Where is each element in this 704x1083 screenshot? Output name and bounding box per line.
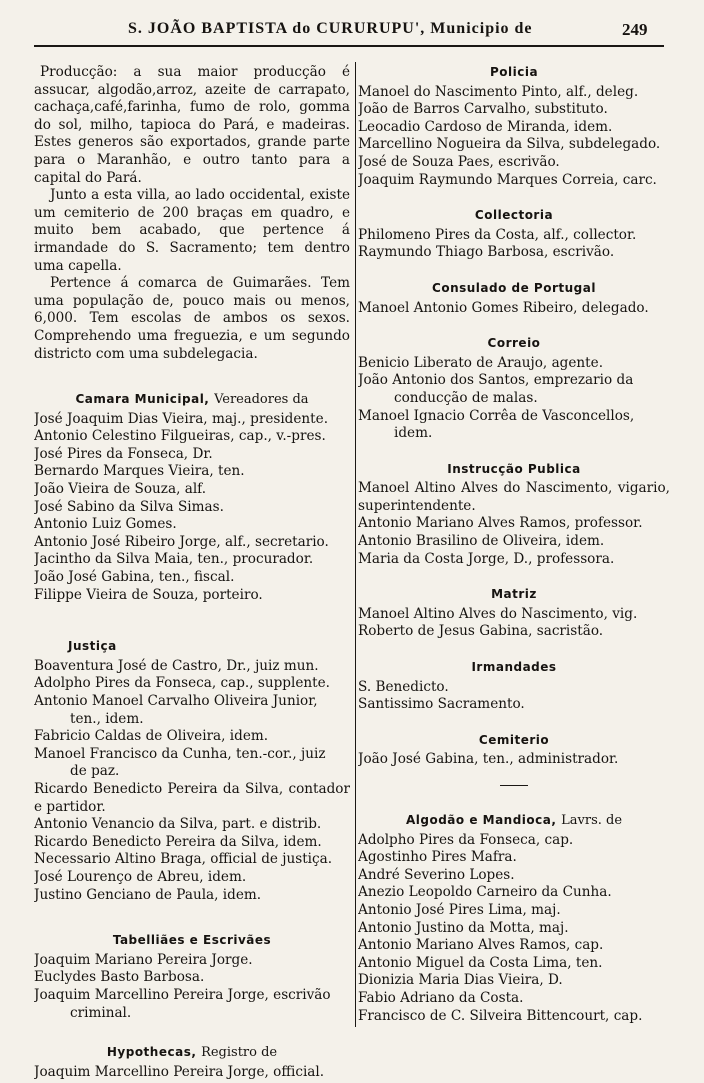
list-item: Ricardo Benedicto Pereira da Silva, contador e partidor. xyxy=(34,780,350,815)
list-item: Antonio Celestino Filgueiras, cap., v.-pres. xyxy=(34,428,326,445)
list-item: Agostinho Pires Mafra. xyxy=(358,849,517,866)
list-item: Antonio Mariano Alves Ramos, professor. xyxy=(358,515,643,532)
header-rule xyxy=(34,45,664,47)
list-item: João José Gabina, ten., fiscal. xyxy=(34,569,235,586)
list-item: Joaquim Mariano Pereira Jorge. xyxy=(34,951,253,968)
list-item: Fabio Adriano da Costa. xyxy=(358,989,524,1006)
list-item: idem. xyxy=(394,425,433,442)
section-consulado xyxy=(358,280,670,317)
section-irmandades xyxy=(358,659,670,714)
section-camara xyxy=(34,391,350,604)
list-item: Joaquim Marcellino Pereira Jorge, escrivão xyxy=(34,986,331,1003)
list-item: Fabricio Caldas de Oliveira, idem. xyxy=(34,728,269,745)
section-instruccao xyxy=(358,461,670,569)
section-title: Instrucção Publica xyxy=(447,461,581,476)
list-item: Manoel Francisco da Cunha, ten.-cor., juiz xyxy=(34,745,326,762)
list-item: Anezio Leopoldo Carneiro da Cunha. xyxy=(358,884,612,901)
page-header xyxy=(0,14,704,44)
page-number: 249 xyxy=(622,20,648,39)
section-algodao xyxy=(358,812,670,1025)
list-item: de paz. xyxy=(70,763,120,780)
list-item: Antonio Manoel Carvalho Oliveira Junior, xyxy=(34,693,318,709)
list-item: Marcellino Nogueira da Silva, subdelegado. xyxy=(358,136,661,153)
list-item: João José Gabina, ten., administrador. xyxy=(358,751,619,768)
list-item: José Lourenço de Abreu, idem. xyxy=(34,868,247,885)
list-item: Jacintho da Silva Maia, ten., procurador. xyxy=(34,551,314,568)
section-title: Hypothecas, Registro de xyxy=(106,1045,278,1061)
list-item: Antonio José Pires Lima, maj. xyxy=(358,901,561,918)
list-item: Leocadio Cardoso de Miranda, idem. xyxy=(358,118,613,135)
section-title: Policia xyxy=(489,65,539,79)
list-item: Joaquim Raymundo Marques Correia, carc. xyxy=(358,171,657,188)
section-collectoria xyxy=(358,207,670,262)
section-title: Correio xyxy=(487,336,541,351)
list-item: Raymundo Thiago Barbosa, escrivão. xyxy=(358,244,615,261)
list-item: Philomeno Pires da Costa, alf., collector. xyxy=(358,226,637,243)
list-item: S. Benedicto. xyxy=(358,678,449,695)
section-title: Camara Municipal, Vereadores da xyxy=(75,392,309,408)
list-item: Francisco de C. Silveira Bittencourt, cap. xyxy=(358,1007,643,1024)
paragraph-comarca: Pertence á comarca de Guimarães. Tem uma população de, pouco mais ou menos, 6,000. Tem escolas de ambos os sexos. Comprehendo uma freguezia, e um segundo districto com uma subdelegacia. xyxy=(34,275,350,362)
list-item: Antonio José Ribeiro Jorge, alf., secretario. xyxy=(34,533,329,550)
column-divider xyxy=(355,62,356,1027)
list-item: Manoel Altino Alves do Nascimento, vig. xyxy=(358,605,638,622)
list-item: Antonio Brasilino de Oliveira, idem. xyxy=(358,533,605,550)
section-cemiterio xyxy=(358,732,670,786)
list-item: Joaquim Marcellino Pereira Jorge, official. xyxy=(34,1063,325,1080)
section-policia xyxy=(358,64,670,189)
list-item: Maria da Costa Jorge, D., professora. xyxy=(358,550,615,567)
list-item: José Pires da Fonseca, Dr. xyxy=(34,445,213,462)
separator-dash xyxy=(500,785,528,786)
section-matriz xyxy=(358,586,670,641)
intro-text xyxy=(34,64,350,363)
list-item: Antonio Justino da Motta, maj. xyxy=(358,919,569,936)
list-item: Filippe Vieira de Souza, porteiro. xyxy=(34,586,263,603)
list-item: Antonio Miguel da Costa Lima, ten. xyxy=(358,954,603,971)
list-item: Justino Genciano de Paula, idem. xyxy=(34,886,262,903)
list-item: João de Barros Carvalho, substituto. xyxy=(358,101,608,118)
list-item: João Antonio dos Santos, emprezario da xyxy=(358,372,634,389)
section-hypothecas xyxy=(34,1044,350,1081)
list-item: Dionizia Maria Dias Vieira, D. xyxy=(358,972,563,989)
section-correio xyxy=(358,335,670,443)
list-item: Adolpho Pires da Fonseca, cap. xyxy=(358,831,574,848)
list-item: ten., idem. xyxy=(70,710,144,727)
left-column xyxy=(34,64,350,1081)
list-item: André Severino Lopes. xyxy=(358,866,515,883)
list-item: Manoel Ignacio Corrêa de Vasconcellos, xyxy=(358,407,635,424)
section-tabelliaes xyxy=(34,932,350,1022)
running-title: S. JOÃO BAPTISTA do CURURUPU', Municipio de xyxy=(128,20,533,37)
section-title: Irmandades xyxy=(471,660,557,675)
section-title: Consulado de Portugal xyxy=(432,280,596,295)
list-item: Boaventura José de Castro, Dr., juiz mun. xyxy=(34,657,319,674)
section-title: Matriz xyxy=(491,587,537,602)
list-item: Antonio Luiz Gomes. xyxy=(34,516,177,533)
list-item: José de Souza Paes, escrivão. xyxy=(358,153,560,170)
list-item: Antonio Mariano Alves Ramos, cap. xyxy=(358,937,604,954)
paragraph-producao: Producção: a sua maior producção é assucar, algodão,arroz, azeite de carrapato, cachaça,café,farinha, fumo de rolo, gomma do sol, milho, tapioca do Pará, e madeiras. Estes generos são exportados, grande parte para o Maranhão, e outro tanto para a capital do Pará. xyxy=(34,64,350,186)
list-item: Ricardo Benedicto Pereira da Silva, idem. xyxy=(34,833,322,850)
list-item: Benicio Liberato de Araujo, agente. xyxy=(358,354,604,371)
list-item: Manoel Antonio Gomes Ribeiro, delegado. xyxy=(358,299,649,316)
section-title: Tabelliães e Escrivães xyxy=(112,933,272,948)
list-item: Manoel do Nascimento Pinto, alf., deleg. xyxy=(358,83,639,100)
paragraph-cemiterio: Junto a esta villa, ao lado occidental, existe um cemiterio de 200 braças em quadro, e muito bem acabado, que pertence á irmandade do S. Sacramento; tem dentro uma capella. xyxy=(34,187,350,274)
list-item: Roberto de Jesus Gabina, sacristão. xyxy=(358,623,604,640)
list-item: José Sabino da Silva Simas. xyxy=(34,498,224,515)
right-column xyxy=(358,64,670,1025)
list-item: conducção de malas. xyxy=(394,389,538,406)
list-item: José Joaquim Dias Vieira, maj., presidente. xyxy=(34,410,329,427)
list-item: Bernardo Marques Vieira, ten. xyxy=(34,463,245,480)
list-item: Adolpho Pires da Fonseca, cap., supplente. xyxy=(34,675,330,692)
list-item: João Vieira de Souza, alf. xyxy=(34,481,207,498)
section-title: Cemiterio xyxy=(478,732,550,747)
list-item: Manoel Altino Alves do Nascimento, vigario, superintendente. xyxy=(358,480,670,514)
section-title: Justiça xyxy=(68,639,117,654)
list-item: Necessario Altino Braga, official de justiça. xyxy=(34,851,333,868)
list-item: Santissimo Sacramento. xyxy=(358,696,525,713)
section-title: Collectoria xyxy=(474,208,554,223)
list-item: Euclydes Basto Barbosa. xyxy=(34,969,205,986)
section-justica xyxy=(34,638,350,904)
list-item: criminal. xyxy=(70,1004,132,1021)
list-item: Antonio Venancio da Silva, part. e distrib. xyxy=(34,816,322,833)
section-title: Algodão e Mandioca, Lavrs. de xyxy=(405,813,623,828)
